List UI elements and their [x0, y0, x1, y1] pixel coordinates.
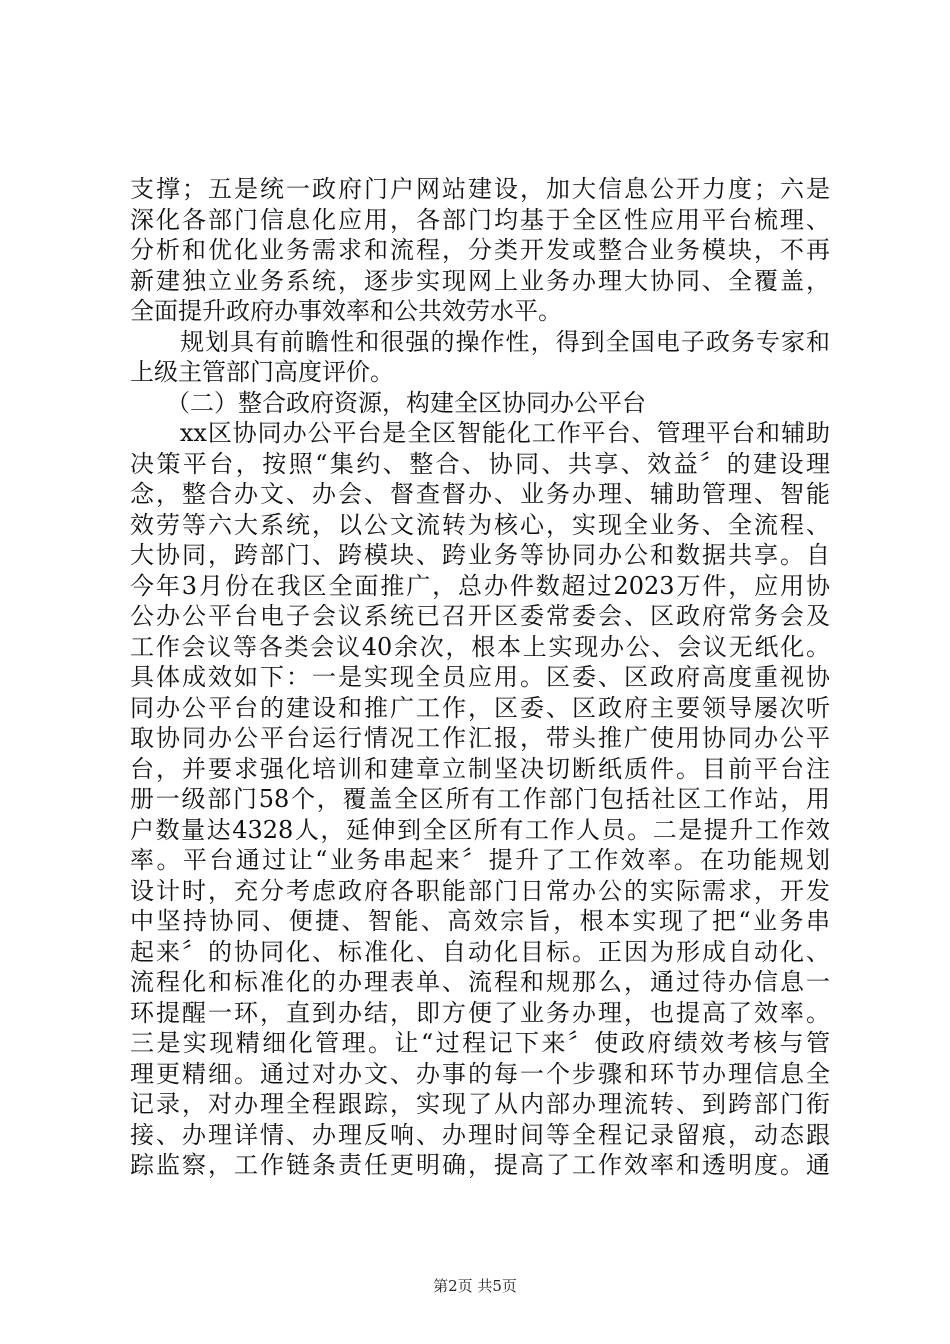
text-line: 上级主管部门高度评价。: [130, 358, 394, 386]
text-line: 分析和优化业务需求和流程，分类开发或整合业务模块，不再: [130, 236, 830, 264]
text-line: 全面提升政府办事效率和公共效劳水平。: [130, 297, 562, 325]
text-line: 今年3月份在我区全面推广，总办件数超过2023万件，应用协: [130, 571, 830, 600]
text-line: 具体成效如下：一是实现全员应用。区委、区政府高度重视协: [130, 663, 830, 691]
text-line: 效劳等六大系统，以公文流转为核心，实现全业务、全流程、: [130, 510, 830, 539]
text-line: 踪监察，工作链条责任更明确，提高了工作效率和透明度。通: [130, 1151, 830, 1179]
text-line: 设计时，充分考虑政府各职能部门日常办公的实际需求，开发: [130, 876, 830, 905]
text-line: 户数量达4328人，延伸到全区所有工作人员。二是提升工作效: [130, 815, 830, 844]
text-line: 取协同办公平台运行情况工作汇报，带头推广使用协同办公平: [130, 724, 830, 752]
text-line: 接、办理详情、办理反响、办理时间等全程记录留痕，动态跟: [130, 1120, 830, 1149]
text-line: 工作会议等各类会议40余次，根本上实现办公、会议无纸化。: [130, 632, 830, 661]
document-body: [130, 174, 830, 1181]
text-line: 同办公平台的建设和推广工作，区委、区政府主要领导屡次听: [130, 693, 830, 722]
text-line: 决策平台，按照“集约、整合、协同、共享、效益〞的建设理: [130, 449, 830, 478]
text-line: 深化各部门信息化应用，各部门均基于全区性应用平台梳理、: [130, 205, 830, 234]
text-line: 规划具有前瞻性和很强的操作性，得到全国电子政务专家和: [130, 327, 830, 356]
text-line: 中坚持协同、便捷、智能、高效宗旨，根本实现了把“业务串: [130, 907, 830, 935]
text-line: 支撑；五是统一政府门户网站建设，加大信息公开力度；六是: [130, 175, 830, 203]
text-line: 流程化和标准化的办理表单、流程和规那么，通过待办信息一: [130, 968, 830, 996]
text-line: xx区协同办公平台是全区智能化工作平台、管理平台和辅助: [130, 419, 830, 447]
text-line: 起来〞的协同化、标准化、自动化目标。正因为形成自动化、: [130, 937, 830, 966]
text-line: 三是实现精细化管理。让“过程记下来〞使政府绩效考核与管: [130, 1029, 830, 1057]
section-heading: （二）整合政府资源，构建全区协同办公平台: [130, 388, 646, 417]
text-line: 理更精细。通过对办文、办事的每一个步骤和环节办理信息全: [130, 1059, 830, 1088]
text-line: 环提醒一环，直到办结，即方便了业务办理，也提高了效率。: [130, 998, 830, 1027]
text-line: 新建独立业务系统，逐步实现网上业务办理大协同、全覆盖，: [130, 266, 830, 295]
text-line: 率。平台通过让“业务串起来〞提升了工作效率。在功能规划: [130, 846, 830, 874]
page-footer: 第2页 共5页: [433, 1277, 517, 1295]
text-line: 念，整合办文、办会、督查督办、业务办理、辅助管理、智能: [130, 480, 830, 508]
text-line: 大协同，跨部门、跨模块、跨业务等协同办公和数据共享。自: [130, 541, 830, 569]
text-line: 台，并要求强化培训和建章立制坚决切断纸质件。目前平台注: [130, 754, 830, 783]
text-line: 公办公平台电子会议系统已召开区委常委会、区政府常务会及: [130, 602, 830, 630]
text-line: 册一级部门58个，覆盖全区所有工作部门包括社区工作站，用: [130, 785, 830, 813]
text-line: 记录，对办理全程跟踪，实现了从内部办理流转、到跨部门衔: [130, 1090, 830, 1118]
